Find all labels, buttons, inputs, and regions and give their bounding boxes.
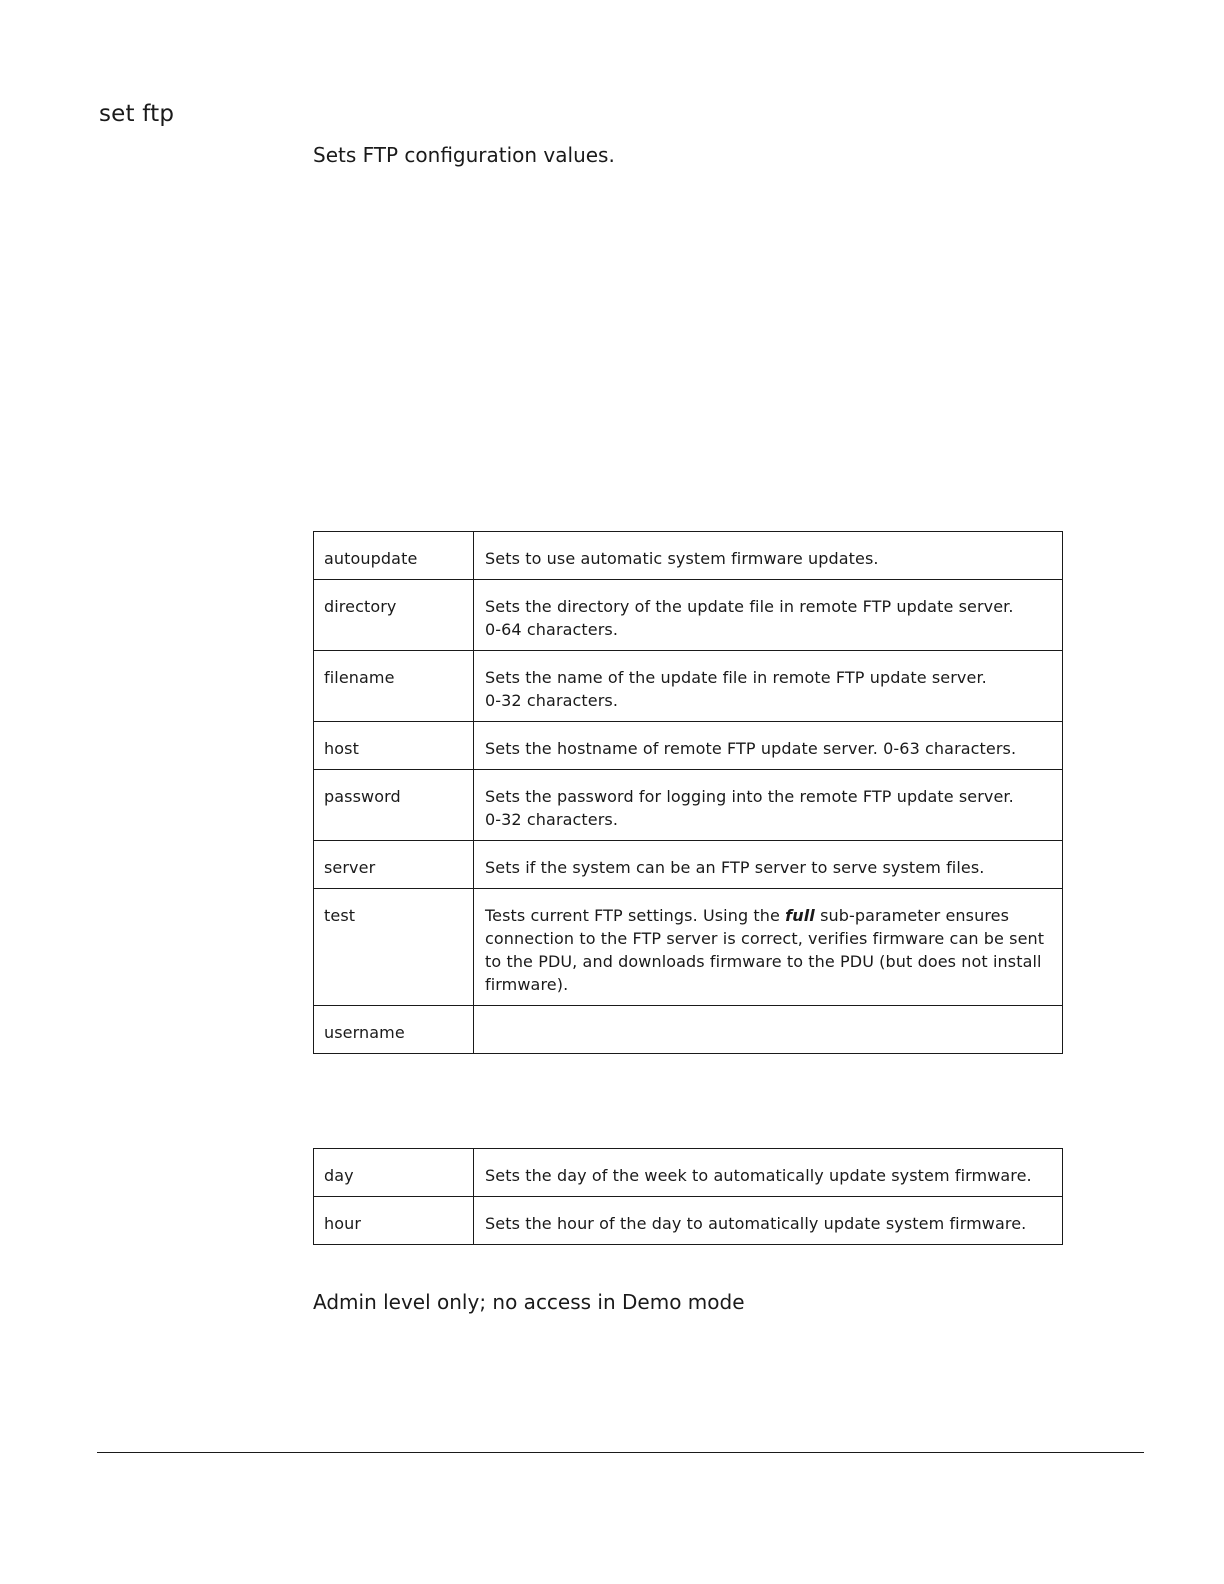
- param-description: [474, 1006, 1063, 1054]
- param-name: filename: [314, 651, 474, 722]
- param-description: Sets the hostname of remote FTP update server. 0-63 characters.: [474, 722, 1063, 770]
- param-name: day: [314, 1149, 474, 1197]
- param-description: Sets the name of the update file in remote FTP update server. 0-32 characters.: [474, 651, 1063, 722]
- param-name: host: [314, 722, 474, 770]
- table-row: [314, 580, 1063, 651]
- param-description: Sets to use automatic system firmware updates.: [474, 532, 1063, 580]
- param-description: Sets if the system can be an FTP server to serve system files.: [474, 841, 1063, 889]
- param-description: Sets the password for logging into the remote FTP update server. 0-32 characters.: [474, 770, 1063, 841]
- param-name: hour: [314, 1197, 474, 1245]
- table-row: [314, 889, 1063, 1006]
- table-row: [314, 532, 1063, 580]
- command-title: set ftp: [99, 101, 175, 127]
- autoupdate-subparameters-table: [313, 1148, 1063, 1245]
- table-row: [314, 841, 1063, 889]
- table-row: [314, 1197, 1063, 1245]
- param-name: server: [314, 841, 474, 889]
- param-name: username: [314, 1006, 474, 1054]
- param-description: Tests current FTP settings. Using the full sub-parameter ensures connection to the FTP server is correct, verifies firmware can be sent to the PDU, and downloads firmware to the PDU (but does not install firmware).: [474, 889, 1063, 1006]
- param-name: test: [314, 889, 474, 1006]
- param-description: Sets the hour of the day to automatically update system firmware.: [474, 1197, 1063, 1245]
- table-row: [314, 651, 1063, 722]
- param-name: autoupdate: [314, 532, 474, 580]
- command-description: Sets FTP configuration values.: [313, 143, 615, 167]
- full-subparam-emphasis: full: [785, 906, 815, 925]
- table-row: [314, 770, 1063, 841]
- access-note: Admin level only; no access in Demo mode: [313, 1290, 745, 1314]
- param-name: password: [314, 770, 474, 841]
- parameters-table: [313, 531, 1063, 1054]
- footer-divider: [97, 1452, 1144, 1453]
- table-row: [314, 1149, 1063, 1197]
- table-row: [314, 722, 1063, 770]
- table-row: [314, 1006, 1063, 1054]
- param-description: Sets the directory of the update file in remote FTP update server. 0-64 characters.: [474, 580, 1063, 651]
- param-name: directory: [314, 580, 474, 651]
- param-description: Sets the day of the week to automatically update system firmware.: [474, 1149, 1063, 1197]
